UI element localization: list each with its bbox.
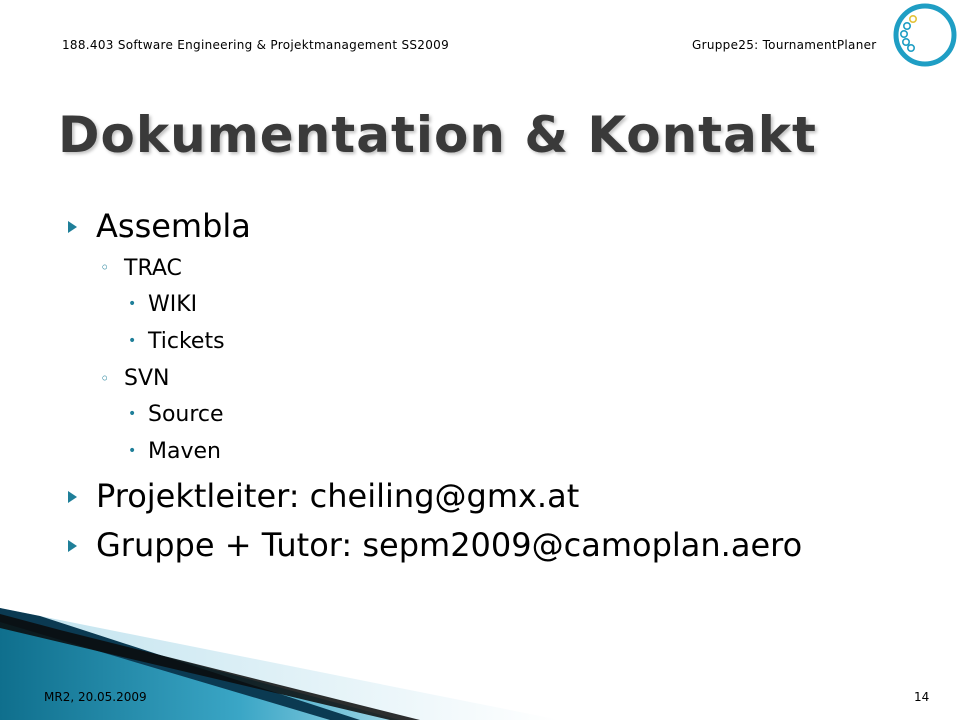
slide-title: Dokumentation & Kontakt [58, 106, 817, 164]
arrow-bullet-icon [68, 540, 77, 552]
footer-date: MR2, 20.05.2009 [44, 690, 147, 704]
ring-bullet-icon: ◦ [100, 369, 110, 388]
bullet-maven: Maven [148, 439, 221, 464]
ring-bullet-icon: ◦ [100, 258, 110, 277]
header-course: 188.403 Software Engineering & Projektmanagement SS2009 [62, 38, 450, 52]
arrow-bullet-icon [68, 221, 77, 233]
page-number: 14 [914, 690, 930, 704]
arrow-bullet-icon [68, 491, 77, 503]
header-group: Gruppe25: TournamentPlaner [692, 38, 877, 52]
dot-bullet-icon: • [128, 443, 137, 459]
dot-bullet-icon: • [128, 406, 137, 422]
circles-logo-icon [892, 2, 958, 68]
bullet-tickets: Tickets [148, 329, 225, 354]
bullet-source: Source [148, 402, 224, 427]
bullet-svn: SVN [124, 366, 170, 391]
bullet-wiki: WIKI [148, 292, 198, 317]
bullet-assembla: Assembla [96, 207, 251, 245]
dot-bullet-icon: • [128, 296, 137, 312]
bullet-projektleiter: Projektleiter: cheiling@gmx.at [96, 477, 580, 515]
bullet-trac: TRAC [124, 256, 182, 281]
dot-bullet-icon: • [128, 333, 137, 349]
bullet-gruppe-tutor: Gruppe + Tutor: sepm2009@camoplan.aero [96, 526, 803, 564]
